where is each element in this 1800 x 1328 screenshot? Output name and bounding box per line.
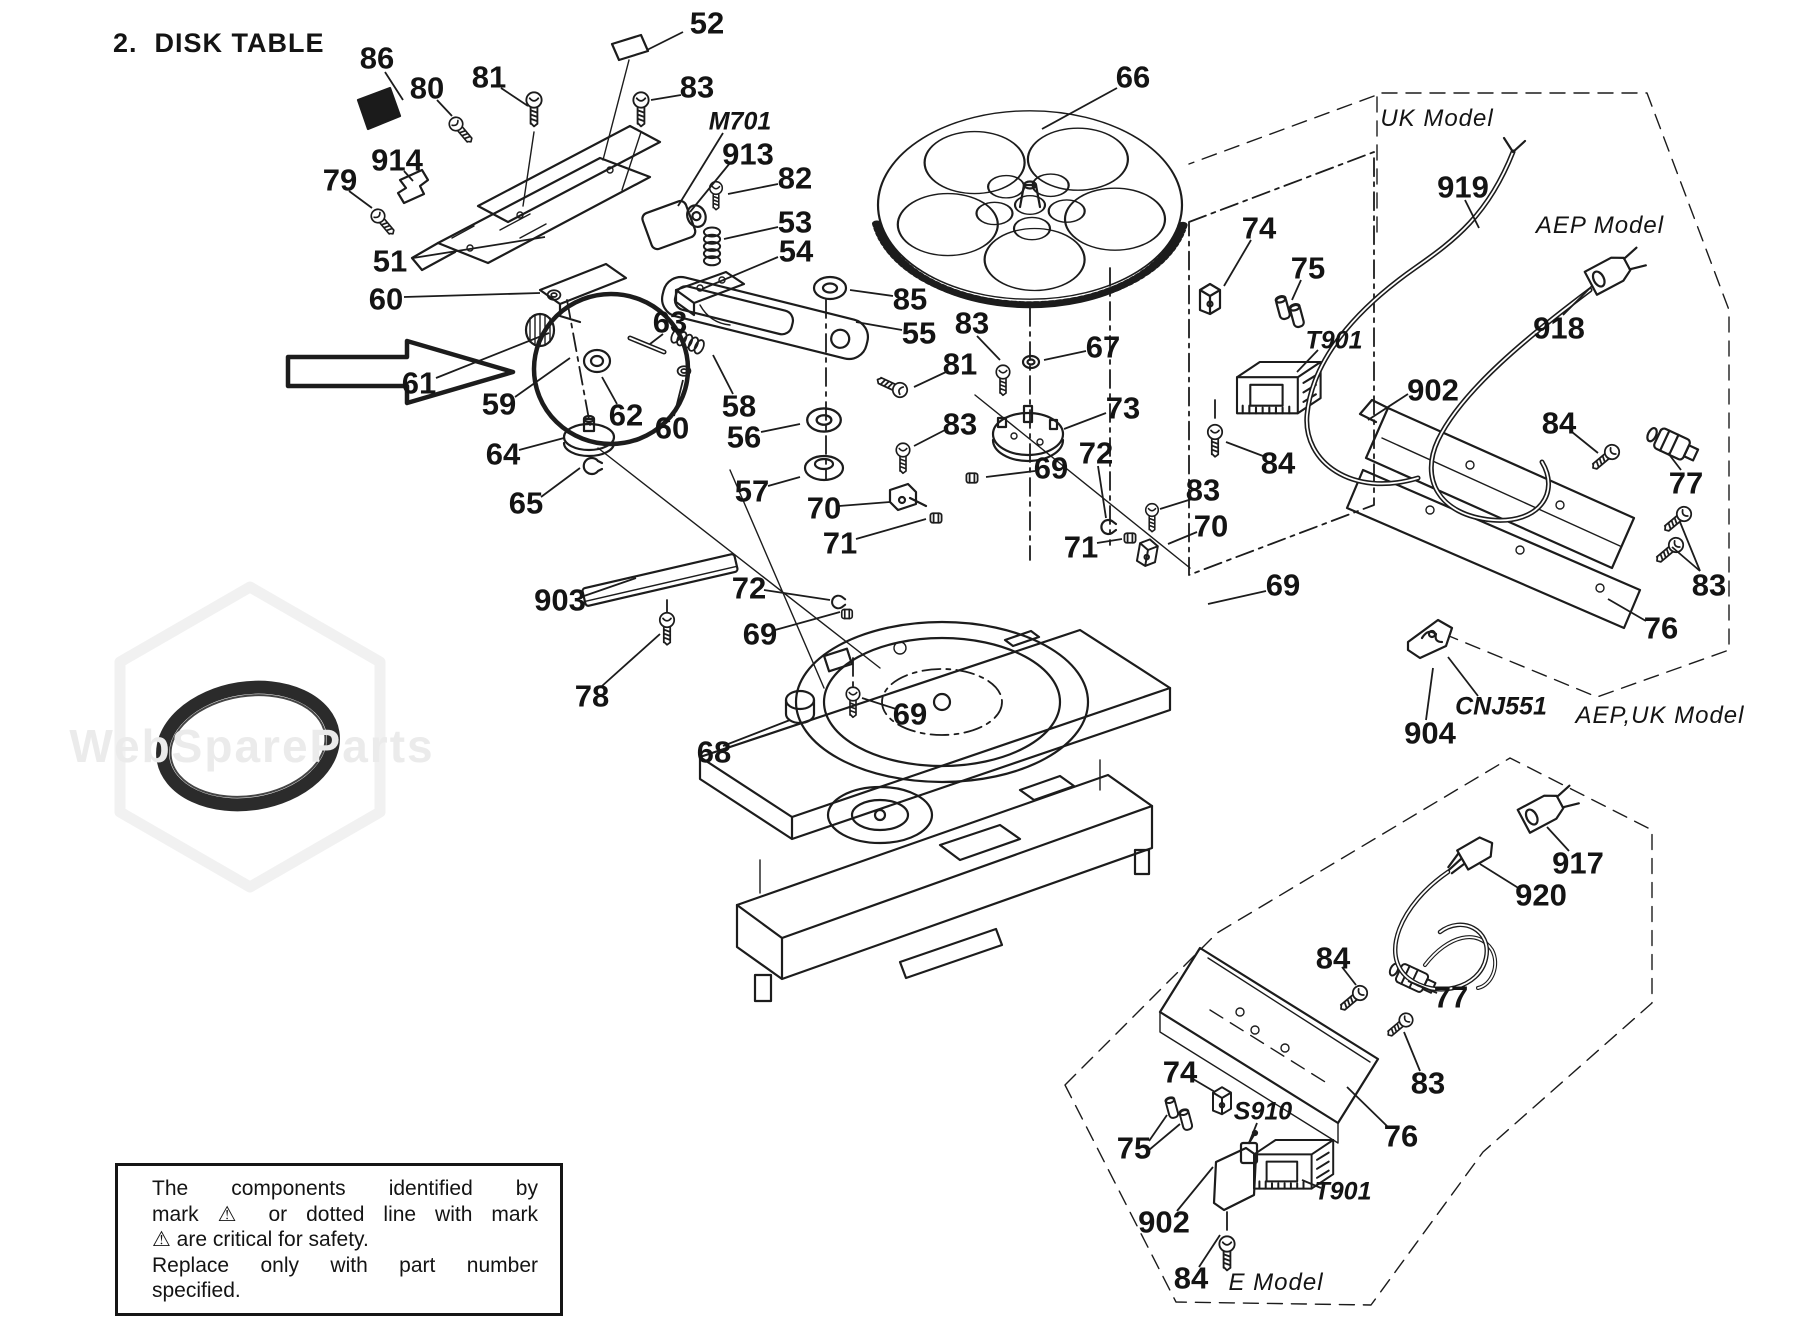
part-label-71: 71	[1063, 529, 1099, 565]
part-label-69: 69	[742, 616, 778, 652]
part-label-903: 903	[534, 582, 586, 618]
part-label-69: 69	[1265, 567, 1301, 603]
part-label-52: 52	[689, 5, 725, 41]
leader-line	[856, 519, 926, 539]
part-label-917: 917	[1552, 845, 1604, 881]
part-label-83: 83	[954, 305, 990, 341]
leader-line	[1168, 532, 1197, 544]
safety-note-line: Replace only with part number	[152, 1253, 538, 1277]
leader-line	[678, 133, 723, 206]
leader-line	[1224, 240, 1251, 286]
part-label-81: 81	[471, 59, 507, 95]
leader-line	[724, 227, 778, 239]
part-label-920: 920	[1515, 877, 1567, 913]
safety-note-line: specified.	[152, 1279, 241, 1302]
part-label-78: 78	[574, 678, 610, 714]
leader-line	[1098, 466, 1106, 518]
part-label-77: 77	[1433, 979, 1469, 1015]
part-label-uk-model: UK Model	[1380, 105, 1494, 132]
safety-note-line: mark ⚠ or dotted line with mark	[152, 1202, 538, 1226]
part-label-84: 84	[1260, 445, 1296, 481]
leader-line	[775, 612, 840, 630]
leader-line	[541, 468, 580, 497]
part-label-69: 69	[892, 696, 928, 732]
part-label-76: 76	[1383, 1118, 1419, 1154]
part-label-74: 74	[1162, 1054, 1198, 1090]
part-label-63: 63	[652, 304, 688, 340]
leader-line	[1208, 591, 1266, 604]
part-label-84: 84	[1315, 940, 1351, 976]
leader-line	[1044, 351, 1086, 360]
leader-line	[1680, 522, 1700, 571]
leader-line	[914, 430, 945, 446]
part-label-902: 902	[1138, 1204, 1190, 1240]
part-label-75: 75	[1116, 1130, 1152, 1166]
leader-line	[436, 333, 549, 378]
part-label-67: 67	[1085, 329, 1121, 365]
leader-line	[1368, 394, 1408, 420]
safety-note-line: The components identified by	[152, 1177, 538, 1200]
leader-line	[1249, 1123, 1257, 1143]
part-label-75: 75	[1290, 250, 1326, 286]
part-label-86: 86	[359, 40, 395, 76]
part-label-902: 902	[1407, 372, 1459, 408]
leader-line	[1480, 864, 1520, 889]
part-label-60: 60	[654, 410, 690, 446]
leader-line	[651, 95, 681, 100]
leader-line	[1064, 413, 1106, 429]
leader-line	[914, 372, 946, 387]
leader-line	[1149, 1124, 1180, 1150]
leader-line	[862, 698, 896, 709]
leader-line	[413, 237, 545, 258]
leader-line	[602, 634, 660, 686]
leader-line	[728, 184, 778, 194]
leader-line	[1042, 88, 1117, 129]
part-label-68: 68	[696, 734, 732, 770]
part-label-71: 71	[822, 525, 858, 561]
part-label-t901: T901	[1314, 1177, 1372, 1206]
leader-line	[850, 290, 893, 296]
part-label-54: 54	[778, 233, 814, 269]
leader-line	[764, 590, 830, 600]
part-label-914: 914	[371, 142, 423, 178]
part-label-58: 58	[721, 388, 757, 424]
safety-note-box	[115, 1163, 563, 1316]
part-label-t901: T901	[1305, 326, 1363, 355]
part-label-83: 83	[942, 406, 978, 442]
part-label-cnj551: CNJ551	[1455, 692, 1547, 721]
part-label-81: 81	[942, 346, 978, 382]
part-label-61: 61	[401, 365, 437, 401]
part-label-65: 65	[508, 485, 544, 521]
part-label-57: 57	[734, 473, 770, 509]
leader-line	[1448, 657, 1478, 696]
part-label-72: 72	[1078, 435, 1114, 471]
part-label-83: 83	[1185, 472, 1221, 508]
part-label-m701: M701	[708, 107, 772, 136]
leader-line	[702, 257, 778, 289]
leader-line	[519, 438, 564, 450]
leader-line	[856, 322, 902, 330]
part-label-69: 69	[1033, 450, 1069, 486]
part-label-79: 79	[322, 162, 358, 198]
part-label-918: 918	[1533, 310, 1585, 346]
part-label-73: 73	[1105, 390, 1141, 426]
part-label-85: 85	[892, 281, 928, 317]
part-label-60: 60	[368, 281, 404, 317]
leader-line	[1426, 668, 1433, 720]
leader-line	[986, 471, 1035, 477]
part-label-53: 53	[777, 204, 813, 240]
leader-line	[515, 358, 570, 397]
part-label-913: 913	[722, 136, 774, 172]
safety-note-line: ⚠ are critical for safety.	[152, 1228, 369, 1251]
part-label-s910: S910	[1233, 1097, 1293, 1126]
part-label-82: 82	[777, 160, 813, 196]
leader-line	[761, 424, 800, 432]
part-label-aep-uk-model: AEP,UK Model	[1575, 702, 1745, 729]
part-label-80: 80	[409, 70, 445, 106]
part-label-76: 76	[1643, 610, 1679, 646]
leader-line	[839, 502, 890, 506]
part-label-51: 51	[372, 243, 408, 279]
part-label-83: 83	[1410, 1065, 1446, 1101]
leader-line	[385, 72, 403, 100]
leader-line	[723, 720, 790, 746]
part-label-aep-model: AEP Model	[1535, 212, 1665, 239]
leader-line	[1226, 442, 1263, 456]
leader-line	[1408, 981, 1437, 993]
part-label-83: 83	[679, 69, 715, 105]
page-title: 2. DISK TABLE	[113, 28, 325, 58]
part-label-62: 62	[608, 397, 644, 433]
leader-line	[647, 32, 683, 50]
leader-line	[1347, 1087, 1388, 1127]
part-label-74: 74	[1241, 210, 1277, 246]
part-label-64: 64	[485, 436, 521, 472]
part-label-83: 83	[1691, 567, 1727, 603]
part-label-e-model: E Model	[1228, 1269, 1324, 1296]
leader-line	[768, 477, 800, 486]
part-label-84: 84	[1173, 1260, 1209, 1296]
part-label-70: 70	[806, 490, 842, 526]
leader-line	[1097, 539, 1122, 543]
part-label-919: 919	[1437, 169, 1489, 205]
part-label-77: 77	[1668, 465, 1704, 501]
leader-line	[584, 578, 636, 596]
part-label-904: 904	[1404, 715, 1456, 751]
part-label-66: 66	[1115, 59, 1151, 95]
watermark-text: WebSpareParts	[69, 720, 435, 772]
leader-line	[1608, 599, 1646, 621]
part-label-84: 84	[1541, 405, 1577, 441]
part-label-70: 70	[1193, 508, 1229, 544]
part-label-59: 59	[481, 386, 517, 422]
leader-line	[404, 293, 540, 297]
part-label-56: 56	[726, 419, 762, 455]
part-label-72: 72	[731, 570, 767, 606]
part-label-55: 55	[901, 315, 937, 351]
